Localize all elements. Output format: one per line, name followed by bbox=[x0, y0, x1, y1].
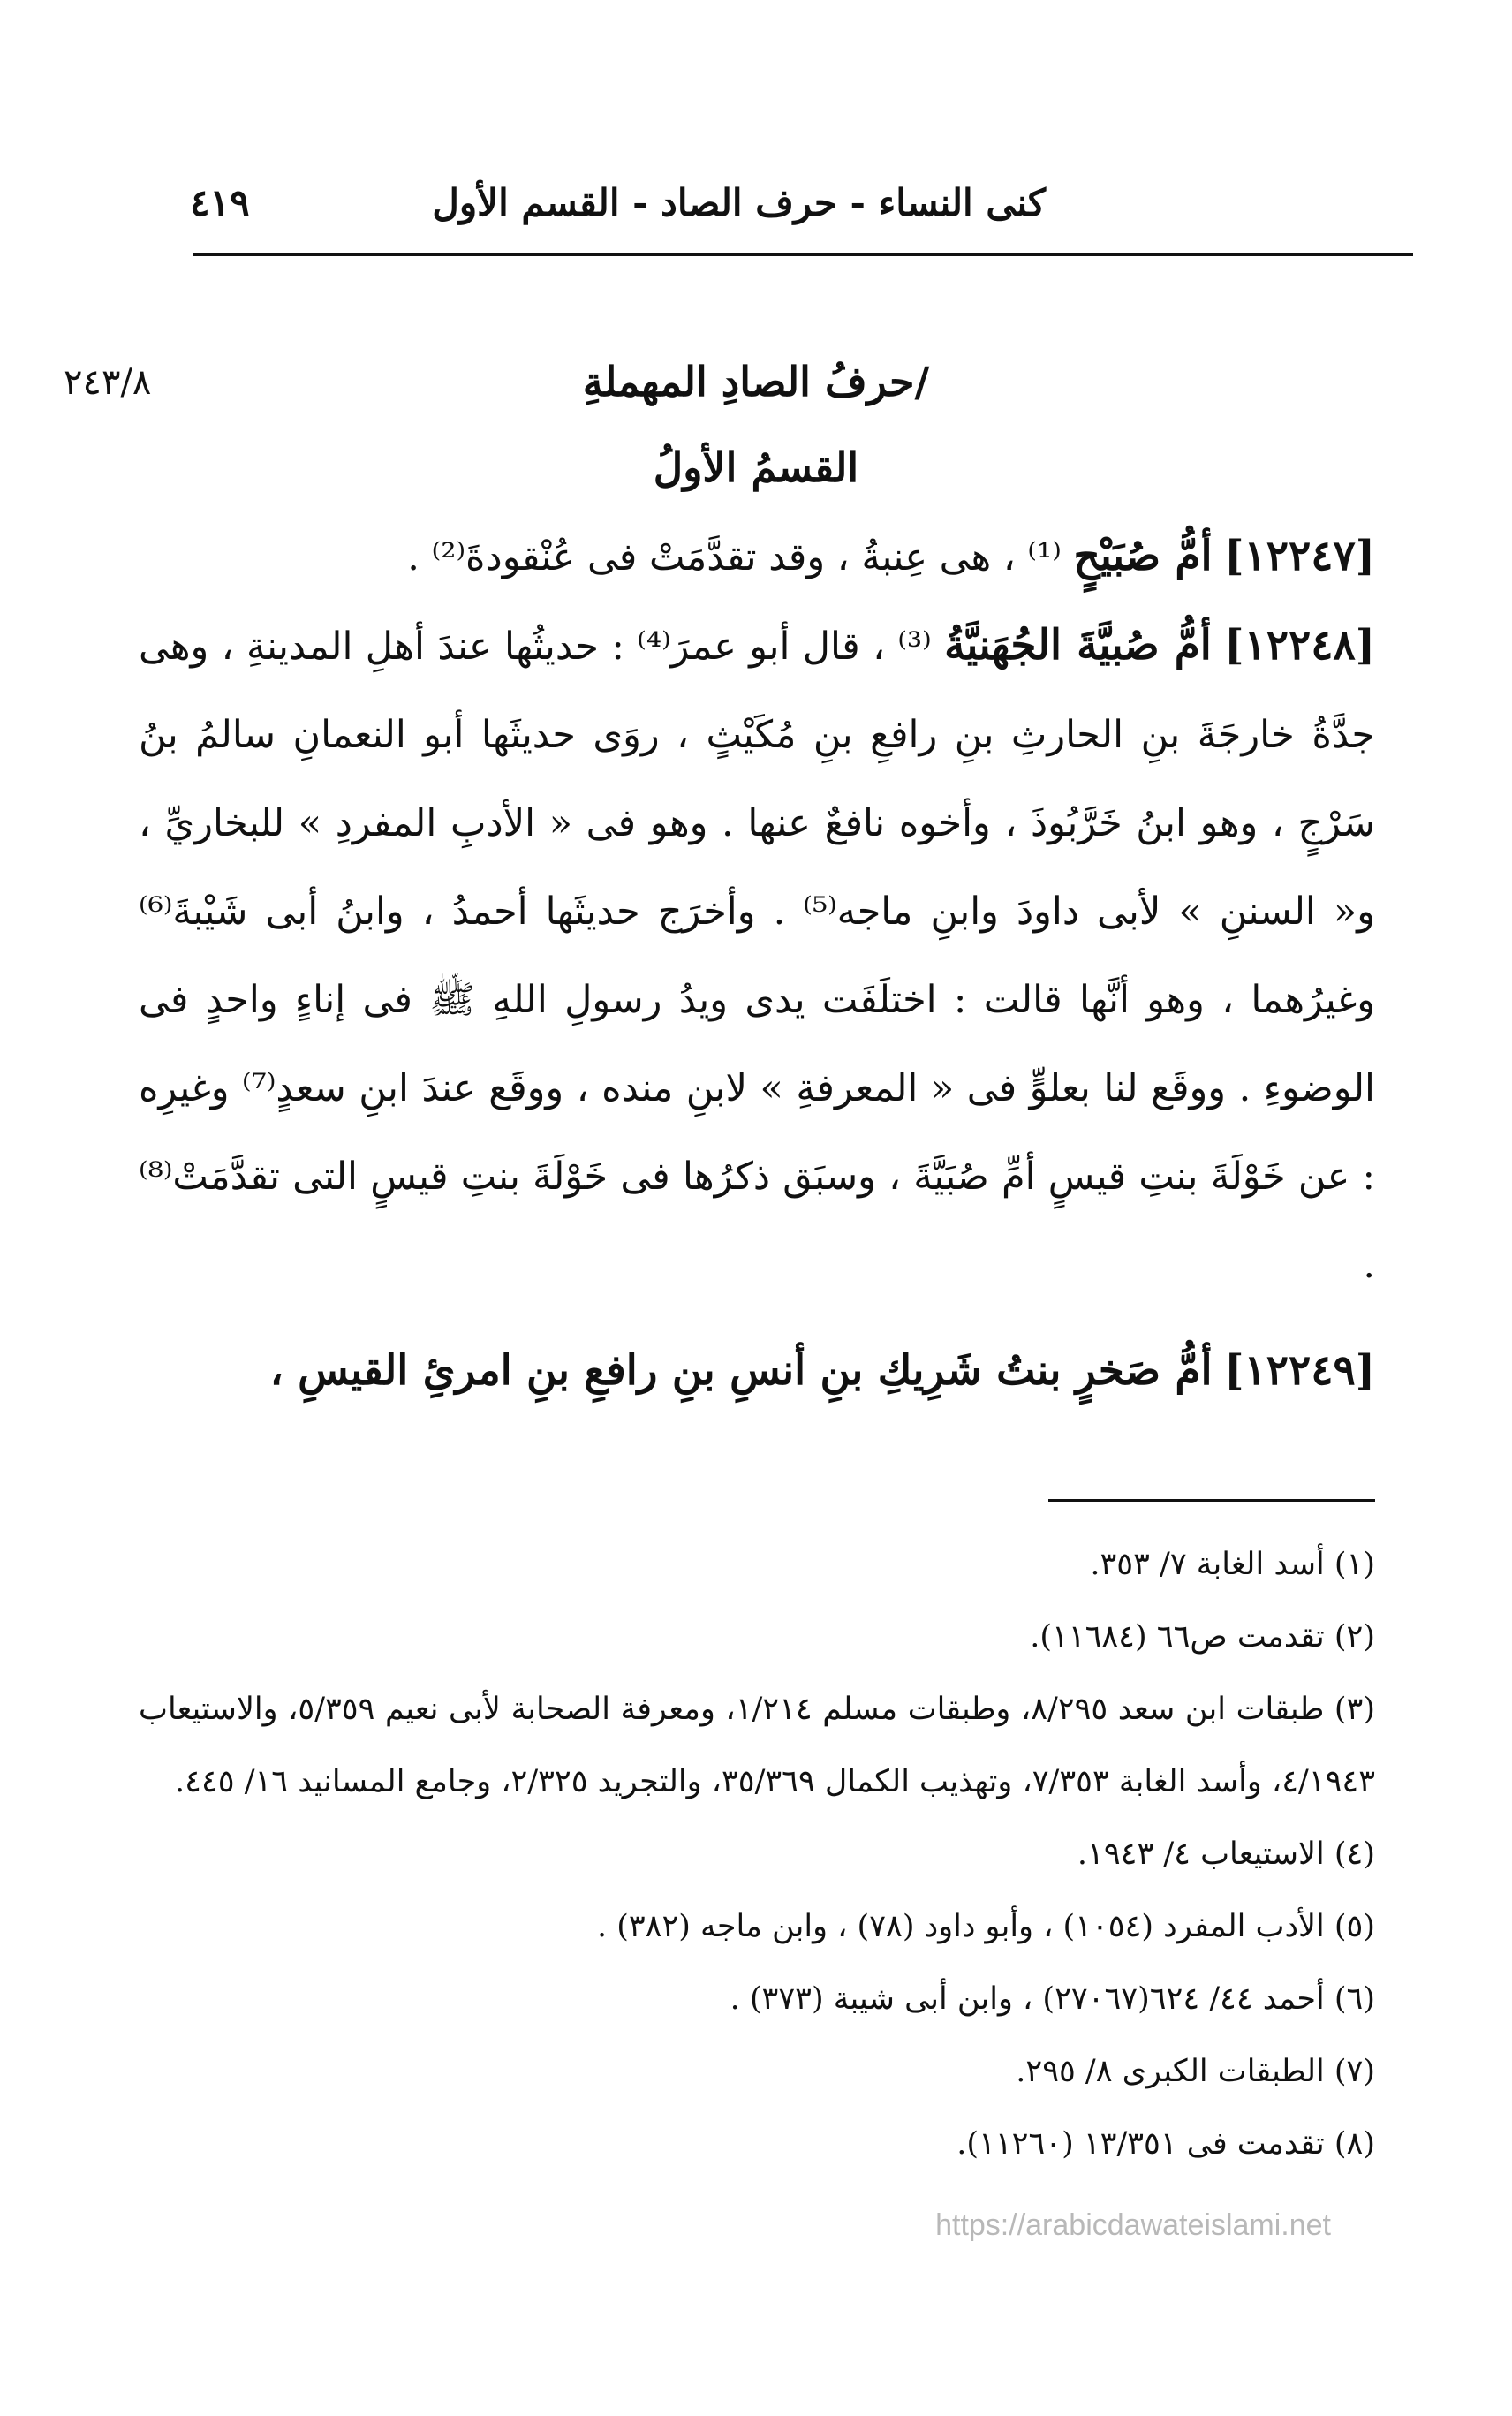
footnote-2: (٢) تقدمت ص٦٦ (١١٦٨٤). bbox=[1030, 1619, 1375, 1655]
page-number: ٤١٩ bbox=[190, 181, 250, 224]
entry-name: أمُّ صُبَيْحٍ bbox=[1073, 532, 1213, 580]
footnote-3: (٣) طبقات ابن سعد ٨/٢٩٥، وطبقات مسلم ١/٢١٤، ومعرفة الصحابة لأبى نعيم ٥/٣٥٩، والاستيعاب ٤/١٩٤٣، وأسد الغابة ٧/٣٥٣، وتهذيب الكمال ٣٥/٣٦٩، والتجريد ٢/٣٢٥، وجامع المسانيد ١٦/ ٤٤٥. bbox=[139, 1692, 1376, 1799]
entry-12248 bbox=[139, 602, 1375, 1309]
entry-number: [١٢٢٤٧] bbox=[1224, 532, 1375, 580]
section-subtitle: القسمُ الأولُ bbox=[653, 443, 859, 491]
margin-volume-reference: ٢٤٣/٨ bbox=[64, 362, 152, 403]
footnote-divider bbox=[1048, 1499, 1375, 1502]
footnote-7: (٧) الطبقات الكبرى ٨/ ٢٩٥. bbox=[1016, 2054, 1375, 2089]
section-title: /حرفُ الصادِ المهملةِ bbox=[582, 358, 930, 405]
footnote-5: (٥) الأدب المفرد (١٠٥٤) ، وأبو داود (٧٨) ، وابن ماجه (٣٨٢) . bbox=[596, 1909, 1375, 1944]
entry-number: [١٢٢٤٩] bbox=[1224, 1346, 1375, 1395]
footnote-8: (٨) تقدمت فى ١٣/٣٥١ (١١٢٦٠). bbox=[956, 2126, 1375, 2162]
entry-12247 bbox=[139, 512, 1375, 602]
footnote-1: (١) أسد الغابة ٧/ ٣٥٣. bbox=[1090, 1547, 1375, 1582]
footnotes bbox=[139, 1528, 1375, 2180]
running-header-title: كنى النساء - حرف الصاد - القسم الأول bbox=[432, 181, 1046, 224]
footnote-4: (٤) الاستيعاب ٤/ ١٩٤٣. bbox=[1077, 1837, 1375, 1872]
entry-name: أمُّ صَخرٍ بنتُ شَرِيكِ بنِ أنسِ بنِ رافعِ بنِ امرئِ القيسِ ، bbox=[269, 1346, 1213, 1395]
entry-text: ⁽³⁾ ، قال أبو عمرَ⁽⁴⁾ : حديثُها عندَ أهلِ المدينةِ ، وهى جدَّةُ خارجَةَ بنِ الحارثِ بنِ رافعِ بنِ مُكَيْثٍ ، روَى حديثَها أبو النعمانِ سالمُ بنُ سَرْجٍ ، وهو ابنُ خَرَّبُوذَ ، وأخوه نافعٌ عنها . وهو فى « الأدبِ المفردِ » للبخاريِّ ، و« السننِ » لأبى داودَ وابنِ ماجه⁽⁵⁾ . وأخرَج حديثَها أحمدُ ، وابنُ أبى شَيْبةَ⁽⁶⁾ وغيرُهما ، وهو أنَّها قالت : اختلَفَت يدى ويدُ رسولِ اللهِ ﷺ فى إناءٍ واحدٍ فى الوضوءِ . ووقَع لنا بعلوٍّ فى « المعرفةِ » لابنِ منده ، ووقَع عندَ ابنِ سعدٍ⁽⁷⁾ وغيرِه : عن خَوْلَةَ بنتِ قيسٍ أمِّ صُبَيَّةَ ، وسبَق ذكرُها فى خَوْلَةَ بنتِ قيسٍ التى تقدَّمَتْ⁽⁸⁾ . bbox=[139, 625, 1376, 1287]
entry-12249 bbox=[139, 1327, 1375, 1416]
header-divider bbox=[193, 253, 1413, 256]
main-text bbox=[139, 512, 1375, 1416]
entry-number: [١٢٢٤٨] bbox=[1224, 621, 1375, 670]
entry-name: أمُّ صُبيَّةَ الجُهَنيَّةُ bbox=[944, 621, 1212, 670]
watermark-url: https://arabicdawateislami.net bbox=[935, 2208, 1331, 2242]
footnote-6: (٦) أحمد ٤٤/ ٦٢٤(٢٧٠٦٧) ، وابن أبى شيبة (٣٧٣) . bbox=[730, 1981, 1375, 2017]
entry-text: ⁽¹⁾ ، هى عِنبةُ ، وقد تقدَّمَتْ فى عُنْقودةَ⁽²⁾ . bbox=[407, 535, 1062, 579]
